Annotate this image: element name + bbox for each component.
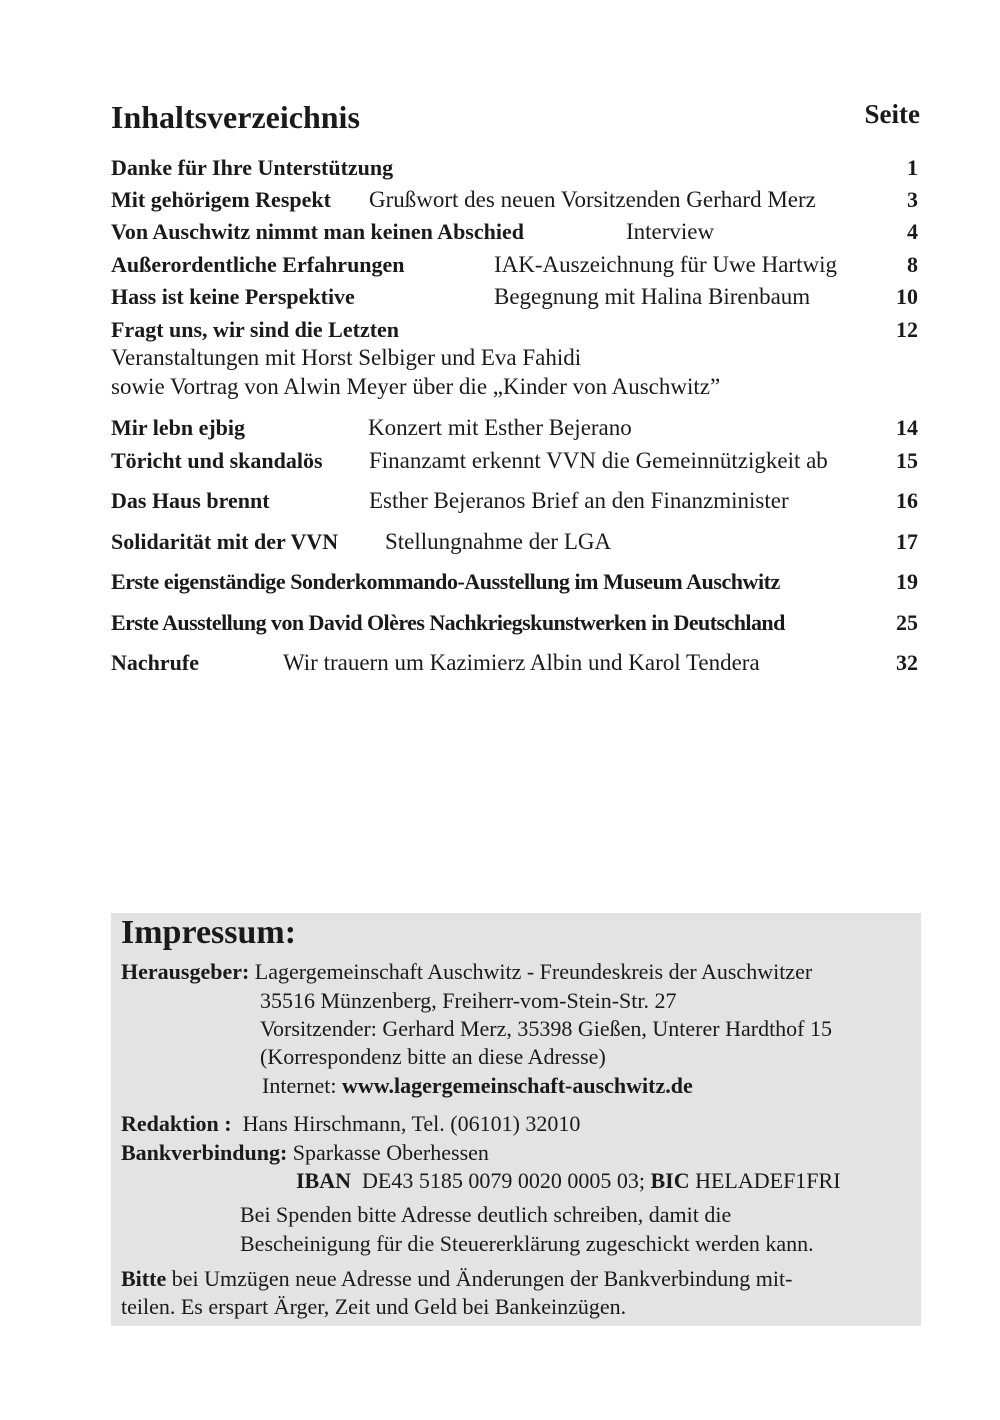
bic-value: HELADEF1FRI — [695, 1168, 841, 1193]
toc-entry-title: Erste eigenständige Sonderkommando-Ausstellung im Museum Auschwitz — [111, 569, 780, 594]
toc-entry-title: Töricht und skandalös — [111, 448, 323, 473]
toc-entry-page: 32 — [896, 650, 918, 675]
iban-label: IBAN — [296, 1168, 352, 1193]
toc-entry-title: Das Haus brennt — [111, 488, 270, 513]
bic-label: BIC — [650, 1168, 690, 1193]
toc-entry-description: IAK-Auszeichnung für Uwe Hartwig — [494, 252, 837, 277]
toc-entry-description: Wir trauern um Kazimierz Albin und Karol Tendera — [283, 650, 760, 675]
toc-entry-subline: Veranstaltungen mit Horst Selbiger und Eva Fahidi — [111, 345, 582, 370]
toc-entry-description: Konzert mit Esther Bejerano — [368, 415, 632, 440]
toc-entry-page: 17 — [896, 529, 918, 554]
redaktion-label: Redaktion : — [121, 1111, 232, 1136]
address-line: 35516 Münzenberg, Freiherr-vom-Stein-Str. 27 — [260, 988, 677, 1013]
toc-entry-title: Erste Ausstellung von David Olères Nachkriegskunstwerken in Deutschland — [111, 610, 785, 635]
toc-entry — [111, 252, 920, 282]
bank-label: Bankverbindung: — [121, 1140, 288, 1165]
toc-entry-page: 4 — [907, 219, 918, 244]
bank-value: Sparkasse Oberhessen — [292, 1140, 489, 1165]
bank-line — [121, 1140, 489, 1166]
toc-entry-subline: sowie Vortrag von Alwin Meyer über die „Kinder von Auschwitz” — [111, 374, 721, 399]
toc-entry — [111, 529, 920, 559]
toc-entry-description: Esther Bejeranos Brief an den Finanzminister — [369, 488, 789, 513]
toc-entry-page: 19 — [896, 569, 918, 594]
toc-entry — [111, 448, 920, 478]
toc-entry-title: Mit gehörigem Respekt — [111, 187, 331, 212]
toc-entry — [111, 415, 920, 445]
toc-entry-page: 15 — [896, 448, 918, 473]
toc-entry-description: Grußwort des neuen Vorsitzenden Gerhard Merz — [369, 187, 816, 212]
toc-entry-page: 10 — [896, 284, 918, 309]
bitte-label: Bitte — [121, 1266, 167, 1291]
toc-entry-page: 14 — [896, 415, 918, 440]
toc-entry-title: Solidarität mit der VVN — [111, 529, 339, 554]
toc-entry-description: Finanzamt erkennt VVN die Gemeinnützigkeit ab — [369, 448, 828, 473]
toc-entry-title: Fragt uns, wir sind die Letzten — [111, 317, 400, 342]
toc-entry — [111, 488, 920, 518]
impressum-title: Impressum: — [121, 914, 297, 951]
toc-entry — [111, 187, 920, 217]
toc-entry-description: Stellungnahme der LGA — [385, 529, 612, 554]
toc-entry-page: 25 — [896, 610, 918, 635]
bitte-text: bei Umzügen neue Adresse und Änderungen der Bankverbindung mit- — [171, 1266, 793, 1291]
toc-entry — [111, 650, 920, 680]
toc-entry-title: Hass ist keine Perspektive — [111, 284, 355, 309]
toc-entry-page: 16 — [896, 488, 918, 513]
correspondence-note: (Korrespondenz bitte an diese Adresse) — [260, 1044, 606, 1069]
toc-entry-title: Außerordentliche Erfahrungen — [111, 252, 405, 277]
internet-url[interactable]: www.lagergemeinschaft-auschwitz.de — [342, 1073, 693, 1098]
toc-entry-page: 8 — [907, 252, 918, 277]
bitte-note-continued: teilen. Es erspart Ärger, Zeit und Geld bei Bankeinzügen. — [121, 1294, 627, 1319]
toc-title: Inhaltsverzeichnis — [111, 99, 360, 135]
toc-entry — [111, 219, 920, 249]
toc-entry-title: Mir lebn ejbig — [111, 415, 246, 440]
toc-entry-title: Von Auschwitz nimmt man keinen Abschied — [111, 219, 524, 244]
chairman-line: Vorsitzender: Gerhard Merz, 35398 Gießen, Unterer Hardthof 15 — [260, 1016, 833, 1041]
bitte-note — [121, 1266, 792, 1292]
internet-line — [262, 1073, 693, 1099]
toc-entry-page: 1 — [907, 155, 918, 180]
toc-entry-page: 12 — [896, 317, 918, 342]
spenden-note: Bescheinigung für die Steuererklärung zugeschickt werden kann. — [240, 1231, 814, 1256]
iban-line — [296, 1168, 841, 1194]
toc-entry-description: Interview — [626, 219, 715, 244]
herausgeber-line — [121, 959, 812, 985]
toc-entry — [111, 569, 920, 599]
page-column-header: Seite — [864, 99, 920, 129]
toc-entry — [111, 610, 920, 640]
toc-entry — [111, 155, 920, 185]
redaktion-line — [121, 1111, 580, 1137]
toc-entry-description: Begegnung mit Halina Birenbaum — [494, 284, 811, 309]
toc-entry — [111, 317, 920, 347]
internet-label: Internet: — [262, 1073, 337, 1098]
herausgeber-value: Lagergemeinschaft Auschwitz - Freundeskreis der Auschwitzer — [254, 959, 813, 984]
spenden-note: Bei Spenden bitte Adresse deutlich schreiben, damit die — [240, 1202, 732, 1227]
redaktion-value: Hans Hirschmann, Tel. (06101) 32010 — [242, 1111, 581, 1136]
toc-entry-title: Danke für Ihre Unterstützung — [111, 155, 394, 180]
toc-entry-title: Nachrufe — [111, 650, 199, 675]
toc-entry — [111, 284, 920, 314]
toc-entry-page: 3 — [907, 187, 918, 212]
iban-value: DE43 5185 0079 0020 0005 03; — [362, 1168, 645, 1193]
herausgeber-label: Herausgeber: — [121, 959, 250, 984]
